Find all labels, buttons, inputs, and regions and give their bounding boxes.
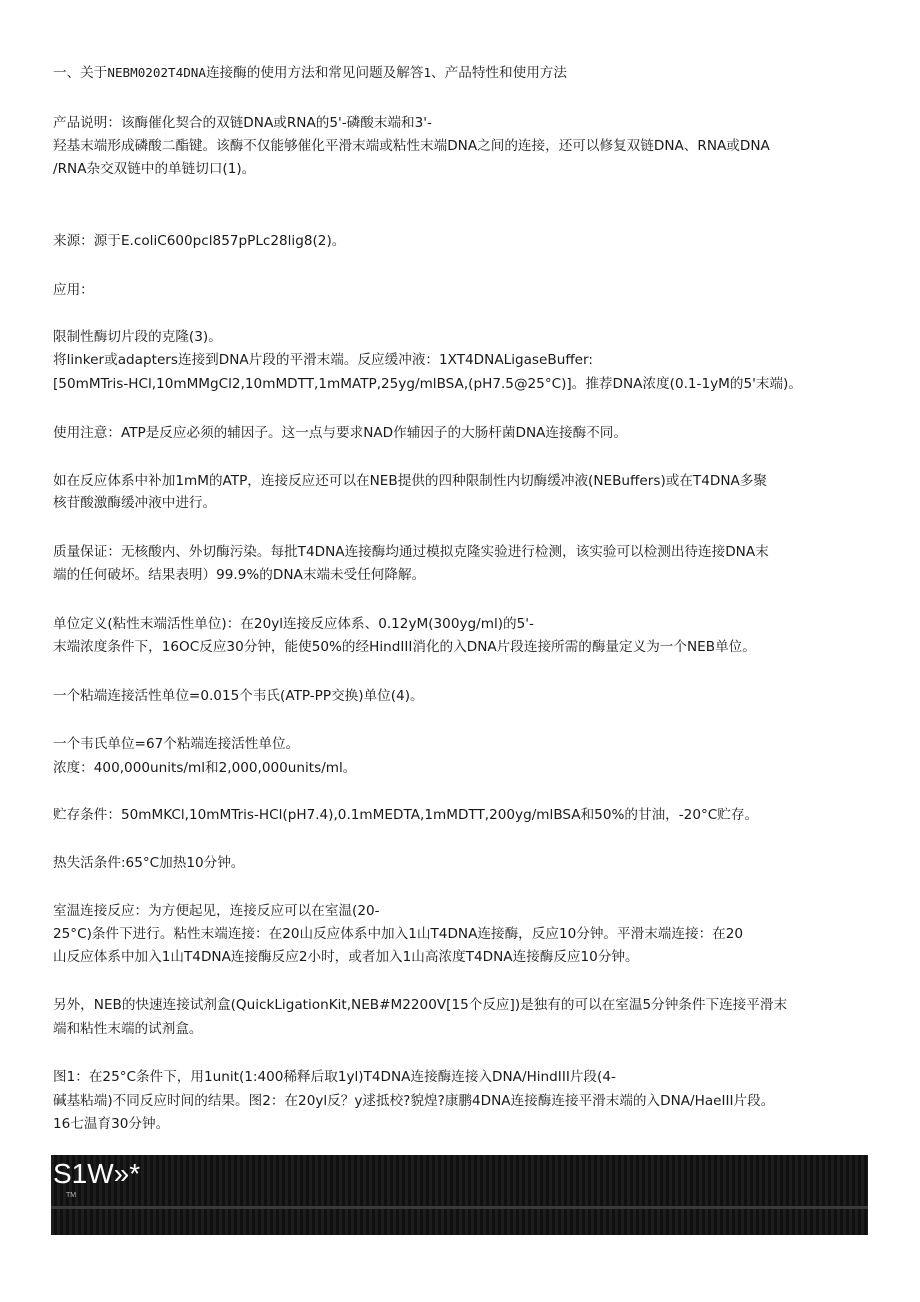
usage-note: 使用注意：ATP是反应必须的辅因子。这一点与要求NAD作辅因子的大肠杆菌DNA连接酶不同。	[53, 425, 627, 441]
sticky-end-unit: 一个粘端连接活性单位=0.015个韦氏(ATP-PP交换)单位(4)。	[53, 688, 424, 704]
concentration: 浓度：400,000units/ml和2,000,000units/ml。	[53, 760, 357, 776]
buffer-note-line-2: 核苷酸激酶缓冲液中进行。	[53, 495, 217, 511]
product-description-line-2: 羟基末端形成磷酸二酯键。该酶不仅能够催化平滑末端或粘性末端DNA之间的连接，还可以修复双链DNA、RNA或DNA	[53, 138, 770, 154]
heading-section-number: 1	[423, 65, 432, 80]
application-line-1: 限制性酶切片段的克隆(3)。	[53, 329, 222, 345]
storage-conditions: 贮存条件：50mMKCl,10mMTris-HCl(pH7.4),0.1mMEDTA,1mMDTT,200yg/mlBSA和50%的甘油，-20°C贮存。	[53, 807, 759, 823]
banner-title: S1W»*	[53, 1158, 141, 1189]
application-line-3: [50mMTris-HCl,10mMMgCl2,10mMDTT,1mMATP,25yg/mlBSA,(pH7.5@25°C)]。推荐DNA浓度(0.1-1yM的5'末端)。	[53, 376, 802, 392]
heading-product-code: NEBM0202T4DNA	[107, 65, 206, 80]
room-temp-line-1: 室温连接反应：为方便起见，连接反应可以在室温(20-	[53, 903, 380, 919]
quality-line-1: 质量保证：无核酸内、外切酶污染。每批T4DNA连接酶均通过模拟克隆实验进行检测，该实验可以检测出待连接DNA末	[53, 544, 769, 560]
unit-definition-line-1: 单位定义(粘性末端活性单位)：在20yl连接反应体系、0.12yM(300yg/ml)的5'-	[53, 616, 534, 632]
heat-inactivation: 热失活条件:65°C加热10分钟。	[53, 855, 245, 871]
product-description-line-1: 产品说明：该酶催化契合的双链DNA或RNA的5'-磷酸末端和3'-	[53, 115, 432, 131]
banner-divider	[51, 1206, 868, 1209]
room-temp-line-3: 山反应体系中加入1山T4DNA连接酶反应2小时，或者加入1山高浓度T4DNA连接酶反应10分钟。	[53, 949, 639, 965]
source-paragraph: 来源：源于E.coliC600pcl857pPLc28lig8(2)。	[53, 233, 346, 249]
room-temp-line-2: 25°C)条件下进行。粘性末端连接：在20山反应体系中加入1山T4DNA连接酶，反应10分钟。平滑末端连接：在20	[53, 926, 744, 942]
figure-caption-line-2: 碱基粘端)不同反应时间的结果。图2：在20yl反？y逑抵校?貌煌?康鹏4DNA连接酶连接平滑末端的入DNA/HaeIII片段。	[53, 1093, 775, 1109]
buffer-note-line-1: 如在反应体系中补加1mM的ATP，连接反应还可以在NEB提供的四种限制性内切酶缓冲液(NEBuffers)或在T4DNA多聚	[53, 473, 768, 489]
figure-caption-line-1: 图1：在25°C条件下，用1unit(1:400稀释后取1yl)T4DNA连接酶连接入DNA/HindIII片段(4-	[53, 1069, 616, 1085]
figure-caption-line-3: 16七温育30分钟。	[53, 1116, 170, 1132]
trademark-mark: TM	[66, 1192, 77, 1199]
heading-title: 连接酶的使用方法和常见问题及解答	[205, 65, 424, 81]
heading-section-title: 、产品特性和使用方法	[431, 65, 567, 81]
document-heading	[53, 64, 567, 82]
application-line-2: 将linker或adapters连接到DNA片段的平滑末端。反应缓冲液：1XT4DNALigaseBuffer:	[53, 352, 593, 368]
heading-prefix: 一、关于	[53, 65, 108, 81]
quality-line-2: 端的任何破坏。结果表明）99.9%的DNA末端未受任何降解。	[53, 567, 426, 583]
dark-banner-image	[51, 1155, 868, 1235]
weiss-unit: 一个韦氏单位=67个粘端连接活性单位。	[53, 736, 300, 752]
unit-definition-line-2: 末端浓度条件下，16OC反应30分钟，能使50%的经HindIII消化的入DNA片段连接所需的酶量定义为一个NEB单位。	[53, 639, 756, 655]
quick-ligation-line-2: 端和粘性末端的试剂盒。	[53, 1021, 203, 1037]
product-description-line-3: /RNA杂交双链中的单链切口(1)。	[53, 161, 256, 177]
quick-ligation-line-1: 另外，NEB的快速连接试剂盒(QuickLigationKit,NEB#M2200V[15个反应])是独有的可以在室温5分钟条件下连接平滑末	[53, 997, 788, 1013]
application-heading: 应用：	[53, 282, 94, 298]
